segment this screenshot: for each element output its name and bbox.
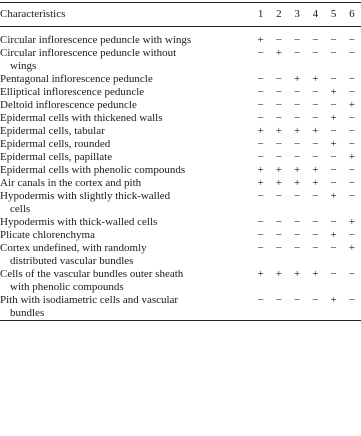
table-row	[0, 177, 361, 190]
presence-mark-col-5: −	[330, 34, 337, 46]
presence-mark-col-3: −	[293, 112, 301, 124]
presence-mark-col-6: −	[348, 177, 355, 189]
presence-mark-col-1: −	[257, 216, 264, 228]
row-label-continuation: bundles	[10, 307, 45, 319]
presence-mark-col-6: −	[348, 229, 355, 241]
table-row	[0, 138, 361, 151]
row-label-line: Cortex undefined, with randomly	[0, 242, 147, 254]
presence-mark-col-1: −	[257, 151, 264, 163]
presence-mark-col-5: −	[330, 125, 337, 137]
header-col-4: 4	[312, 8, 319, 20]
row-label-line: Epidermal cells with phenolic compounds	[0, 164, 186, 176]
row-label	[0, 242, 251, 268]
presence-mark-col-6: −	[348, 164, 355, 176]
presence-mark-col-2: −	[275, 99, 282, 111]
presence-mark-col-6: +	[348, 151, 355, 163]
row-label	[0, 86, 251, 99]
presence-mark-col-1: +	[257, 177, 264, 189]
table-row	[0, 216, 361, 229]
table-row	[0, 112, 361, 125]
presence-mark-col-2: −	[275, 242, 282, 254]
row-label	[0, 99, 251, 112]
header-col-3: 3	[294, 8, 300, 20]
row-label	[0, 190, 251, 216]
presence-mark-col-4: +	[312, 164, 319, 176]
presence-mark-col-6: −	[348, 138, 355, 150]
header-col-1: 1	[257, 8, 264, 20]
presence-mark-col-5: +	[330, 138, 337, 150]
row-label-line: Air canals in the cortex and pith	[0, 177, 142, 189]
row-label-line: Epidermal cells with thickened walls	[0, 112, 163, 124]
presence-mark-col-5: −	[330, 164, 337, 176]
table-row	[0, 99, 361, 112]
row-label-line: Deltoid inflorescence peduncle	[0, 99, 137, 111]
presence-mark-col-3: −	[293, 216, 301, 228]
presence-mark-col-2: −	[275, 229, 282, 241]
presence-mark-col-5: +	[330, 86, 337, 98]
presence-mark-col-3: +	[293, 125, 301, 137]
presence-mark-col-2: −	[275, 294, 282, 306]
row-label-continuation: wings	[10, 60, 37, 72]
row-label-line: Pith with isodiametric cells and vascular	[0, 294, 179, 306]
presence-mark-col-6: +	[348, 99, 355, 111]
presence-mark-col-4: −	[312, 138, 319, 150]
presence-mark-col-4: −	[312, 99, 319, 111]
row-label-continuation: with phenolic compounds	[10, 281, 124, 293]
table-row	[0, 47, 361, 73]
presence-mark-col-3: −	[293, 242, 301, 254]
presence-mark-col-3: −	[293, 99, 301, 111]
row-label	[0, 164, 251, 177]
presence-mark-col-2: +	[275, 177, 282, 189]
row-label-line: Hypodermis with slightly thick-walled	[0, 190, 171, 202]
presence-mark-col-3: −	[293, 294, 301, 306]
row-label-continuation: cells	[10, 203, 31, 215]
row-label-line: Circular inflorescence peduncle with wings	[0, 34, 192, 46]
header-characteristics: Characteristics	[0, 8, 66, 20]
table-row	[0, 151, 361, 164]
presence-mark-col-2: +	[275, 164, 282, 176]
presence-mark-col-2: +	[275, 47, 282, 59]
presence-mark-col-4: +	[312, 125, 319, 137]
presence-mark-col-4: +	[312, 73, 319, 85]
presence-mark-col-1: +	[257, 164, 264, 176]
row-label-line: Circular inflorescence peduncle without	[0, 47, 177, 59]
presence-mark-col-4: −	[312, 216, 319, 228]
presence-mark-col-6: −	[348, 73, 355, 85]
presence-mark-col-1: −	[257, 73, 264, 85]
table-header	[0, 3, 361, 27]
presence-mark-col-3: +	[293, 73, 301, 85]
presence-mark-col-4: −	[312, 86, 319, 98]
presence-mark-col-4: −	[312, 34, 319, 46]
row-label	[0, 294, 251, 320]
presence-mark-col-1: −	[257, 99, 264, 111]
presence-mark-col-6: −	[348, 86, 355, 98]
table-row	[0, 268, 361, 294]
row-label	[0, 177, 251, 190]
presence-mark-col-1: −	[257, 47, 264, 59]
presence-mark-col-4: −	[312, 229, 319, 241]
table-row	[0, 294, 361, 320]
presence-mark-col-2: +	[275, 125, 282, 137]
row-label-line: Epidermal cells, papillate	[0, 151, 113, 163]
row-label-line: Hypodermis with thick-walled cells	[0, 216, 158, 228]
row-label-line: Epidermal cells, tabular	[0, 125, 105, 137]
row-label-continuation: distributed vascular bundles	[10, 255, 134, 267]
presence-mark-col-2: −	[275, 190, 282, 202]
row-label-line: Epidermal cells, rounded	[0, 138, 111, 150]
presence-mark-col-3: +	[293, 177, 301, 189]
presence-mark-col-3: +	[293, 164, 301, 176]
row-label	[0, 268, 251, 294]
presence-mark-col-2: −	[275, 86, 282, 98]
presence-mark-col-6: −	[348, 125, 355, 137]
row-label	[0, 73, 251, 86]
presence-mark-col-1: −	[257, 294, 264, 306]
presence-mark-col-3: −	[293, 229, 301, 241]
presence-mark-col-6: −	[348, 294, 355, 306]
presence-mark-col-2: −	[275, 138, 282, 150]
presence-mark-col-1: −	[257, 190, 264, 202]
presence-mark-col-4: −	[312, 151, 319, 163]
header-col-2: 2	[276, 8, 282, 20]
presence-mark-col-5: −	[330, 73, 337, 85]
presence-mark-col-5: −	[330, 177, 337, 189]
presence-mark-col-1: +	[257, 268, 264, 280]
presence-mark-col-6: −	[348, 112, 355, 124]
presence-mark-col-5: +	[330, 190, 337, 202]
table-row	[0, 229, 361, 242]
presence-mark-col-6: −	[348, 190, 355, 202]
table-footer-rule	[0, 320, 361, 321]
table-row	[0, 190, 361, 216]
presence-mark-col-4: −	[312, 294, 319, 306]
row-label-line: Pentagonal inflorescence peduncle	[0, 73, 153, 85]
presence-mark-col-4: −	[312, 112, 319, 124]
row-label	[0, 27, 251, 48]
presence-mark-col-3: −	[293, 86, 301, 98]
presence-mark-col-6: +	[348, 216, 355, 228]
presence-mark-col-2: +	[275, 268, 282, 280]
table-row	[0, 125, 361, 138]
bottom-rule	[0, 320, 361, 321]
table-row	[0, 73, 361, 86]
presence-mark-col-2: −	[275, 34, 282, 46]
presence-mark-col-3: −	[293, 34, 301, 46]
presence-mark-col-5: +	[330, 112, 337, 124]
presence-mark-col-4: −	[312, 242, 319, 254]
row-label	[0, 151, 251, 164]
presence-mark-col-2: −	[275, 73, 282, 85]
presence-mark-col-4: +	[312, 177, 319, 189]
presence-mark-col-2: −	[275, 216, 282, 228]
header-row	[0, 3, 361, 27]
presence-mark-col-6: −	[348, 47, 355, 59]
row-label	[0, 47, 251, 73]
presence-mark-col-3: +	[293, 268, 301, 280]
table-row	[0, 242, 361, 268]
presence-mark-col-1: +	[257, 34, 264, 46]
presence-mark-col-5: −	[330, 99, 337, 111]
header-col-6: 6	[349, 8, 355, 20]
presence-mark-col-3: −	[293, 190, 301, 202]
presence-mark-col-2: −	[275, 112, 282, 124]
presence-mark-col-4: −	[312, 47, 319, 59]
table-body	[0, 27, 361, 321]
presence-mark-col-6: +	[348, 242, 355, 254]
row-label-line: Plicate chlorenchyma	[0, 229, 95, 241]
presence-mark-col-1: +	[257, 125, 264, 137]
presence-mark-col-5: −	[330, 268, 337, 280]
row-label	[0, 112, 251, 125]
presence-mark-col-5: +	[330, 294, 337, 306]
characteristics-table	[0, 2, 361, 321]
presence-mark-col-1: −	[257, 242, 264, 254]
presence-mark-col-5: +	[330, 229, 337, 241]
presence-mark-col-3: −	[293, 138, 301, 150]
row-label	[0, 138, 251, 151]
presence-mark-col-5: −	[330, 242, 337, 254]
presence-mark-col-1: −	[257, 138, 264, 150]
row-label	[0, 125, 251, 138]
presence-mark-col-5: −	[330, 47, 337, 59]
table-row	[0, 86, 361, 99]
presence-mark-col-1: −	[257, 86, 264, 98]
row-label-line: Elliptical inflorescence peduncle	[0, 86, 145, 98]
row-label-line: Cells of the vascular bundles outer sheath	[0, 268, 184, 280]
presence-mark-col-3: −	[293, 47, 301, 59]
row-label	[0, 216, 251, 229]
presence-mark-col-6: −	[348, 268, 355, 280]
presence-mark-col-2: −	[275, 151, 282, 163]
presence-mark-col-6: −	[348, 34, 355, 46]
row-label	[0, 229, 251, 242]
presence-mark-col-5: −	[330, 216, 337, 228]
presence-mark-col-4: −	[312, 190, 319, 202]
table-row	[0, 27, 361, 48]
presence-mark-col-4: +	[312, 268, 319, 280]
presence-mark-col-1: −	[257, 112, 264, 124]
presence-mark-col-3: −	[293, 151, 301, 163]
header-col-5: 5	[330, 8, 337, 20]
presence-mark-col-1: −	[257, 229, 264, 241]
presence-mark-col-5: −	[330, 151, 337, 163]
table-row	[0, 164, 361, 177]
